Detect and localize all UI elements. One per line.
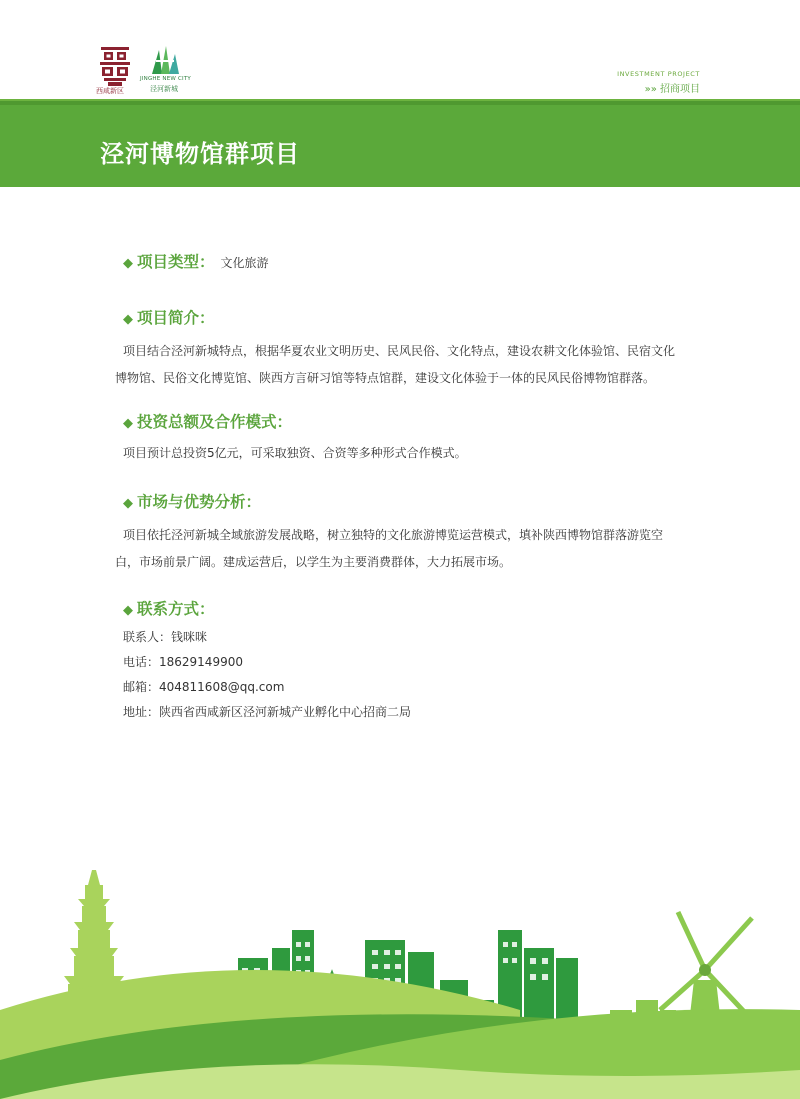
- market-line1: 项目依托泾河新城全域旅游发展战略，树立独特的文化旅游博览运营模式，填补陕西博物馆群落游览空: [123, 528, 664, 542]
- diamond-icon: ◆: [123, 416, 133, 431]
- section-project-type: [123, 250, 713, 272]
- diamond-icon: ◆: [123, 312, 133, 327]
- section-market: [115, 490, 713, 576]
- city-skyline-illustration: [0, 860, 800, 1099]
- diamond-icon: ◆: [123, 256, 133, 271]
- investment-project-en: INVESTMENT PROJECT: [617, 70, 700, 78]
- project-type-heading: [123, 250, 713, 272]
- contact-person: 联系人：钱咪咪: [123, 630, 208, 644]
- project-intro-line1: 项目结合泾河新城特点，根据华夏农业文明历史、民风民俗、文化特点，建设农耕文化体验馆、民宿文化: [123, 344, 676, 358]
- market-heading: [123, 490, 713, 512]
- section-investment: [123, 410, 713, 467]
- market-line2: 白，市场前景广阔。建成运营后，以学生为主要消费群体，大力拓展市场。: [115, 555, 512, 569]
- investment-text: 项目预计总投资5亿元，可采取独资、合资等多种形式合作模式。: [123, 446, 467, 460]
- investment-heading: [123, 410, 713, 432]
- project-intro-line2: 博物馆、民俗文化博览馆、陕西方言研习馆等特点馆群，建设文化体验于一体的民风民俗博物馆群落。: [115, 371, 656, 385]
- contact-email: 邮箱：404811608@qq.com: [123, 680, 285, 694]
- contact-address: 地址：陕西省西咸新区泾河新城产业孵化中心招商二局: [123, 705, 412, 719]
- project-intro-heading: [123, 306, 713, 328]
- banner-shade: [0, 101, 800, 105]
- market-heading-text: 市场与优势分析：: [137, 492, 262, 511]
- investment-heading-text: 投资总额及合作模式：: [137, 412, 293, 431]
- jinghe-logo-en: JINGHE NEW CITY: [140, 76, 191, 82]
- section-contact: [123, 597, 713, 725]
- contact-phone: 电话：18629149900: [123, 655, 243, 669]
- project-type-value: 文化旅游: [220, 256, 269, 270]
- project-intro-heading-text: 项目简介：: [137, 308, 215, 327]
- xixian-logo-icon: [98, 46, 132, 90]
- page-title: 泾河博物馆群项目: [100, 139, 300, 168]
- project-type-heading-text: 项目类型：: [137, 252, 215, 271]
- contact-heading: [123, 597, 713, 619]
- diamond-icon: ◆: [123, 496, 133, 511]
- contact-heading-text: 联系方式：: [137, 599, 215, 618]
- jinghe-logo-cn: 泾河新城: [150, 85, 178, 93]
- xixian-logo-text: 西咸新区: [96, 87, 124, 95]
- jinghe-logo-icon: [150, 46, 180, 76]
- investment-project-cn: »» 招商项目: [644, 84, 700, 95]
- diamond-icon: ◆: [123, 603, 133, 618]
- page-header: [0, 0, 800, 105]
- section-project-intro: [115, 306, 713, 392]
